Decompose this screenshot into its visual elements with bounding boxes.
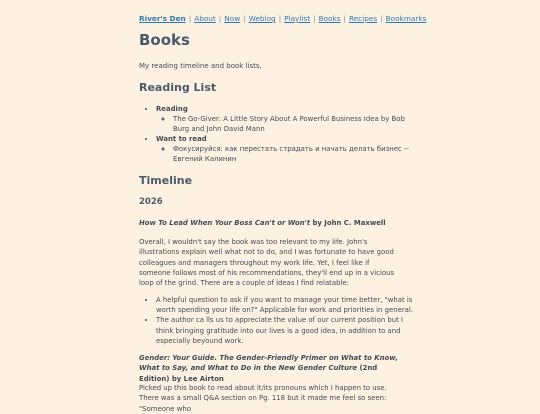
- list-item: • The author ca lls us to appreciate the value of our current position but I think bringing gratitude into our lives is a good idea, in addition to and especially beyound work.: [156, 315, 419, 346]
- reading-list: [139, 104, 421, 164]
- nav-separator: |: [218, 14, 222, 23]
- nav-link-books[interactable]: Books: [318, 14, 341, 23]
- book-review-text: Overall, I wouldn't say the book was too relevant to my life. John's illustrations explain well what not to do, and I was fortunate to have good colleagues and managers throughout my work life. Yet, I feel like if someone follows most of his recommendations, they'll end up in a vicious loop of the grind. There are a couple of ideas I find relatable:: [139, 238, 395, 288]
- nav-link-about[interactable]: About: [194, 14, 216, 23]
- nav-site-link[interactable]: River's Den: [139, 14, 186, 23]
- nav-separator: |: [243, 14, 246, 23]
- book-review-text: Picked up this book to read about it/its pronouns which I happen to use. There was a small Q&A section on Pg. 118 but it made me feel so seen: "Someone who: [139, 384, 387, 413]
- reading-list-heading: Reading List: [139, 81, 217, 94]
- review-bullets: [139, 295, 419, 346]
- nav-link-bookmarks[interactable]: Bookmarks: [385, 14, 427, 23]
- nav-separator: |: [380, 14, 383, 23]
- nav-link-recipes[interactable]: Recipes: [349, 14, 378, 23]
- list-item: • A helpful question to ask if you want to manage your time better, "what is worth spending your life on?" Applicable for work and priorities in general.: [156, 295, 419, 315]
- book-edition: (2nd Edition): [139, 364, 378, 383]
- timeline-year: 2026: [139, 197, 163, 207]
- list-item: [156, 104, 421, 134]
- book-title: How To Lead When Your Boss Can't or Won't: [139, 219, 311, 227]
- reading-group-label: Reading: [156, 105, 188, 113]
- book-author: by John C. Maxwell: [310, 219, 386, 227]
- nav-separator: |: [313, 14, 316, 23]
- nav-link-weblog[interactable]: Weblog: [248, 14, 276, 23]
- book-title-line: [139, 353, 402, 384]
- list-item: ◦ The Go-Giver: A Little Story About A Powerful Business Idea by Bob Burg and John David Mann: [173, 114, 421, 134]
- nav-link-playlist[interactable]: Playlist: [284, 14, 311, 23]
- nav-separator: |: [188, 14, 192, 23]
- book-title: Gender: Your Guide. The Gender-Friendly Primer on What to Know, What to Say, and What to Do in the New Gender Culture: [139, 354, 398, 373]
- nav-separator: |: [278, 14, 282, 23]
- list-item: ◦ Фокусируйся: как перестать страдать и начать делать бизнес -- Евгений Калинин: [173, 144, 421, 164]
- nav-link-now[interactable]: Now: [224, 14, 241, 23]
- page-title: Books: [139, 31, 190, 49]
- book-title-line: [139, 218, 402, 228]
- want-to-read-group-label: Want to read: [156, 135, 207, 143]
- top-nav: [139, 14, 426, 23]
- book-author: by Lee Airton: [169, 374, 224, 383]
- timeline-heading: Timeline: [139, 174, 193, 187]
- nav-separator: |: [343, 14, 346, 23]
- intro-text: My reading timeline and book lists.: [139, 62, 262, 70]
- list-item: [156, 134, 421, 164]
